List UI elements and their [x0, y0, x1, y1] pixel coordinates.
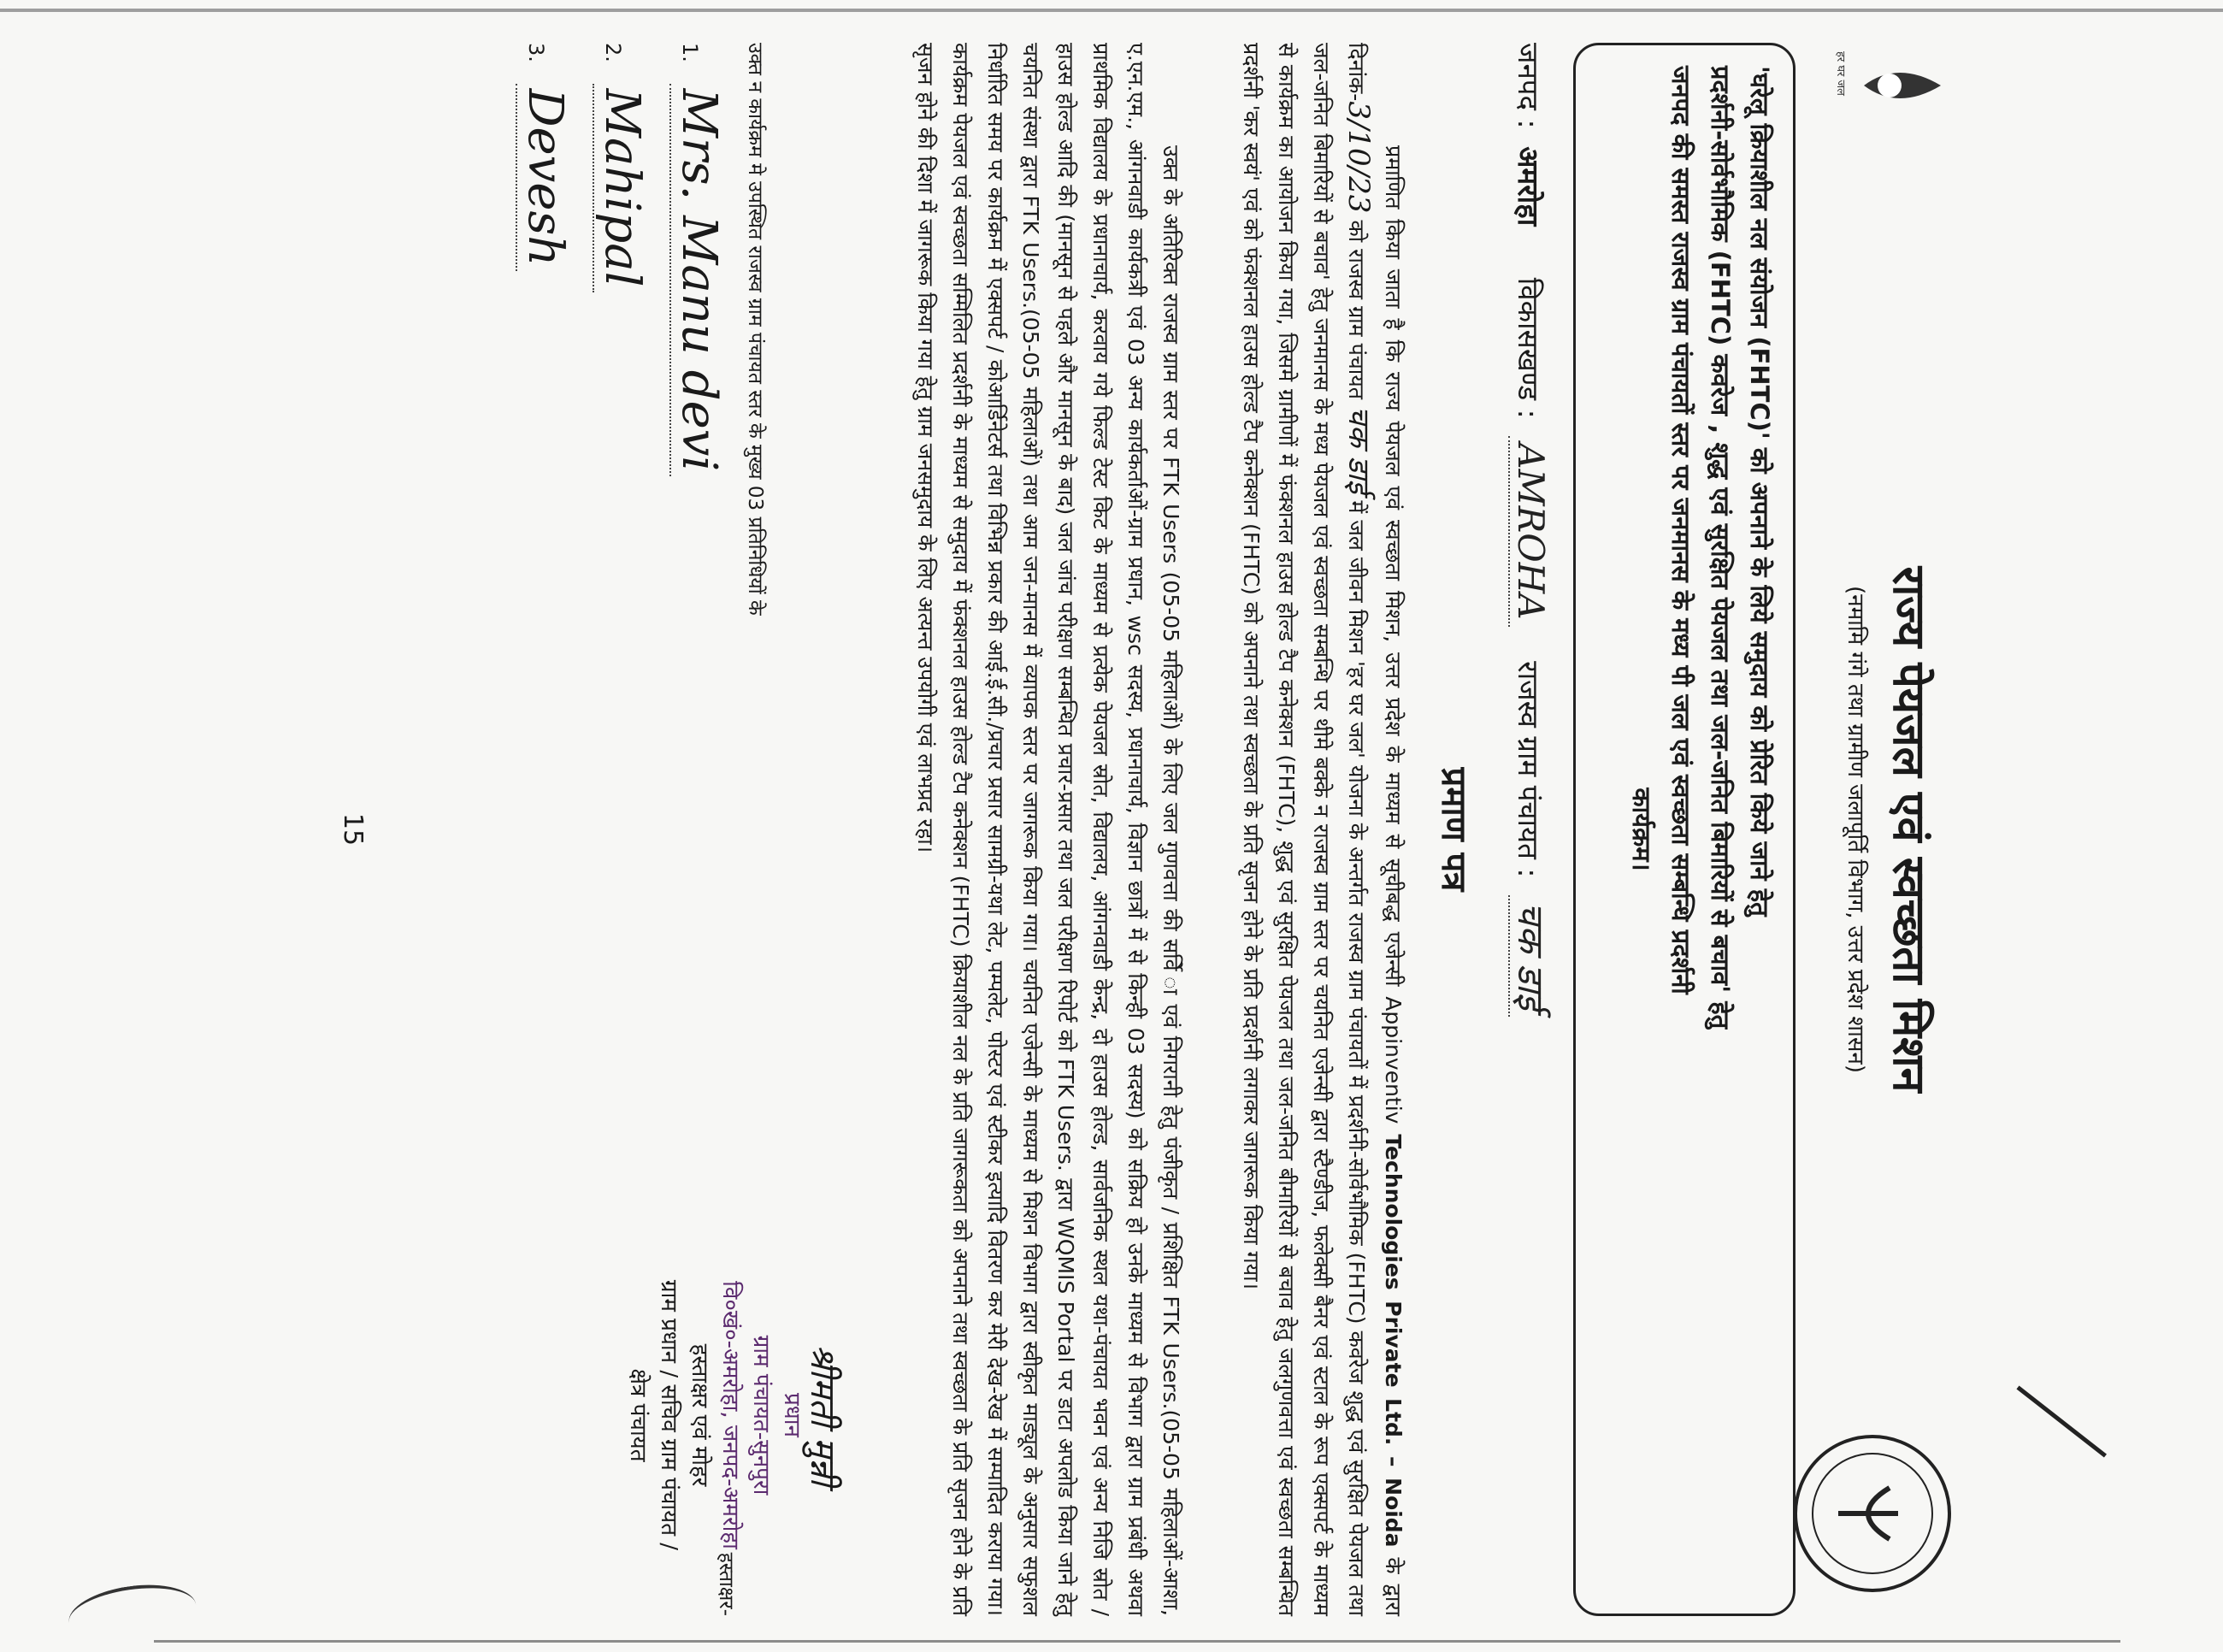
signers-intro-text: उक्त न कार्यक्रम मे उपस्थित राजस्व ग्राम पंचायत स्तर के मुख्य 03 प्रतिनिधियों के	[744, 43, 766, 616]
stamp-line-1: प्रधान	[779, 1393, 805, 1437]
stamp-line-2: ग्राम पंचायत-सुनपुरा	[748, 1335, 774, 1496]
para1-rest: में जल जीवन मिशन 'हर घर जल' योजना के अन्तर्गत राजस्व ग्राम पंचायतों में प्रदर्शनी-सोर्वभौमिक (FHTC) कवरेज शुद्ध एवं सुरक्षित पेयजल तथा जल-जनित बिमारियों से बचाव' हेतु जनमानस के मध्य पेयजल एवं स्वच्छता सम्बन्धि पर थीमे बक्के न राजस्व ग्राम स्तर पर चयनित एजेन्सी द्वारा स्टैण्डीज, फलेक्सी बैनर एवं स्टाल के रूप एक्सपर्ट के माध्यम से कार्यक्रम का आयोजन किया गया, जिसमे ग्रामीणों में फंक्शनल हाउस होल्ड टैप कनेक्शन (FHTC), शुद्ध एवं सुरक्षित पेयजल तथा जल-जनित बीमारियों से बचाव हेतु जलगुणवत्ता एवं स्वच्छता सम्बन्धित प्रदर्शनी 'कर स्वयं' एवं को फंक्शनल हाउस होल्ड टैप कनेक्शन (FHTC) को अपनाने तथा स्वच्छता के प्रति सृजन होने के प्रति प्रदर्शनी लगाकर जागरूक किया गया।	[1239, 43, 1369, 1617]
para1-start: प्रमाणित किया जाता है कि राज्य पेयजल एवं स्वच्छता मिशन, उत्तर प्रदेश के माध्यम से सूचीबद्ध एजेन्सी Appinventiv	[1381, 145, 1406, 1124]
signers-intro-right: हस्ताक्षर-	[715, 1552, 737, 1616]
village-value: चक डाई	[1508, 895, 1552, 1017]
village-label: राजस्व ग्राम पंचायत :	[1512, 661, 1545, 878]
program-line-2: प्रदर्शनी-सोर्वभौमिक (FHTC) कवरेज , शुद्ध एवं सुरक्षित पेयजल तथा जल-जनित बिमारियों से बचाव' हेतु	[1706, 66, 1735, 1030]
signer-3-number: 3.	[524, 43, 548, 62]
state-emblem	[1787, 1428, 1958, 1599]
signer-2-number: 2.	[601, 43, 625, 62]
pradhan-signature: श्रीमती मुन्नी	[803, 1344, 842, 1486]
signer-3	[517, 43, 573, 271]
stamp-line-3: वि०खं०-अमरोहा, जनपद-अमरोहा	[717, 1281, 743, 1549]
district-label: जनपद :	[1512, 43, 1545, 129]
signer-1-name: Mrs. Manu devi	[669, 84, 727, 477]
document-page	[248, 26, 1958, 1633]
date-prefix: के द्वारा दिनांक-	[1344, 43, 1406, 1617]
signer-3-name: Devesh	[516, 84, 573, 272]
stamp-line-4: हस्ताक्षर एवं मोहर	[687, 1343, 712, 1487]
program-title-box	[1573, 43, 1796, 1616]
scan-edge-top	[0, 9, 2223, 12]
signer-1-number: 1.	[678, 43, 702, 62]
program-line-4: कार्यक्रम।	[1627, 788, 1656, 871]
program-line-3: जनपद की समस्त राजस्व ग्राम पंचायतों स्तर पर जनमानस के मध्य पी जल एवं स्वच्छता सम्बन्धि प्रदर्शनी	[1666, 66, 1695, 994]
signer-2	[594, 43, 650, 292]
program-line-1: 'घरेलू क्रियाशील नल संयोजन (FHTC)' को अपनाने के लिये समुदाय को प्रेरित किये जाने हेतु	[1745, 66, 1774, 917]
stamp-line-5: ग्राम प्रधान / सचिव ग्राम पंचायत /	[656, 1279, 681, 1551]
pen-curve-mark	[65, 1578, 199, 1649]
scan-edge-bottom	[154, 1640, 2120, 1643]
signer-2-name: Mahipal	[593, 84, 650, 292]
pen-mark	[2016, 1386, 2107, 1458]
page-title: राज्य पेयजल एवं स्वच्छता मिशन	[1883, 566, 1935, 1093]
block-value: AMROHA	[1508, 436, 1552, 626]
logo-tagline: हर घर जल	[1834, 51, 1847, 96]
para1-mid: को राजस्व ग्राम पंचायत	[1344, 220, 1369, 399]
page-number: 15	[338, 812, 368, 847]
certificate-paragraph-2: उक्त के अतिरिक्त राजस्व ग्राम स्तर पर FTK Users (05-05 महिलाओं) के लिए जल गुणवत्ता की सर्वेि ा एवं निगरानी हेतु पंजीकृत / प्रशिक्षित FTK Users.(05-05 महिलाओं-आशा, ए.एन.एम., आंगनवाडी कार्यकत्री एवं 03 अन्य कार्यकर्ताओं-ग्राम प्रधान, wsc सदस्य, प्रधानाचार्य, विज्ञान छात्रों में से किन्ही 03 सदस्य) को सक्रिय हो उनके माध्यम से विभाग द्वारा ग्राम प्रबंधी अथवा प्राथमिक विद्यालय के प्रधानाचार्य, करवाय गये फिल्ड टेस्ट किट के माध्यम से प्रत्येक पेयजल स्रोत, विद्यालय, आंगनवाडी केन्द्र, दो हाउस होल्ड, सार्वजनिक स्थल यथा-पंचायत भवन एवं अन्य निजि स्रोत / हाउस होल्ड आदि की (मानसून से पहले और मानसून के बाद) जल जांच परीक्षण सम्बन्धित प्रचार-प्रसार तथा जल परीक्षण रिपोर्ट को FTK Users. द्वारा WQMIS Portal पर डाटा अपलोड किया जाने हेतु चयनित संस्था द्वारा FTK Users.(05-05 महिलाओं) तथा आम जन-मानस में व्यापक स्तर पर जागरूक किया गया। चयनित एजेन्सी के माध्यम से मिशन विभाग द्वारा स्वीकृत माड्यूल के अनुसार सफुशल निर्धारित समय पर कार्यक्रम में एक्सपर्ट / कोआर्डिनेटर्स तथा विभिन्न प्रकार की आई.ई.सी./प्रचार प्रसार सामग्री-यथा लेट, पम्पलेट, पोस्टर एवं स्टीकर इत्यादि वितरण कर मेरी देख-रेख में सम्पादित कराया गया। कार्यक्रम पेयजल एवं स्वच्छता सम्मिलित प्रदर्शनी के माध्यम से समुदाय में फंक्शनल हाउस होल्ड टैप कनेक्शन (FHTC) क्रियाशील नल के प्रति जागरूकता को अपनाने तथा स्वच्छता के प्रति सृजन होने के प्रति सृजन होने की दिशा में जागरूक किया गया हेतु ग्राम जनसमुदाय के लिए अत्यन्त उपयोगी एवं लाभप्रद रहा।	[913, 43, 1183, 1616]
page-subtitle: (नमामि गंगे तथा ग्रामीण जलापूर्ति विभाग, उत्तर प्रदेश शासन)	[1843, 586, 1868, 1073]
location-row	[1507, 43, 1556, 1616]
stamp-line-6: क्षेत्र पंचायत	[625, 1368, 651, 1462]
agency-name: Technologies Private Ltd. – Noida	[1381, 1134, 1406, 1548]
district-value: अमरोहा	[1512, 146, 1545, 227]
program-date: 3/10/23	[1341, 101, 1376, 214]
para1-village: चक डाई	[1341, 406, 1376, 494]
certificate-paragraph-1	[1234, 43, 1411, 1616]
certificate-heading: प्रमाण पत्र	[1434, 767, 1473, 892]
signer-1	[671, 43, 727, 476]
block-label: विकासखण्ड :	[1512, 277, 1545, 419]
pradhan-stamp	[622, 1214, 842, 1616]
